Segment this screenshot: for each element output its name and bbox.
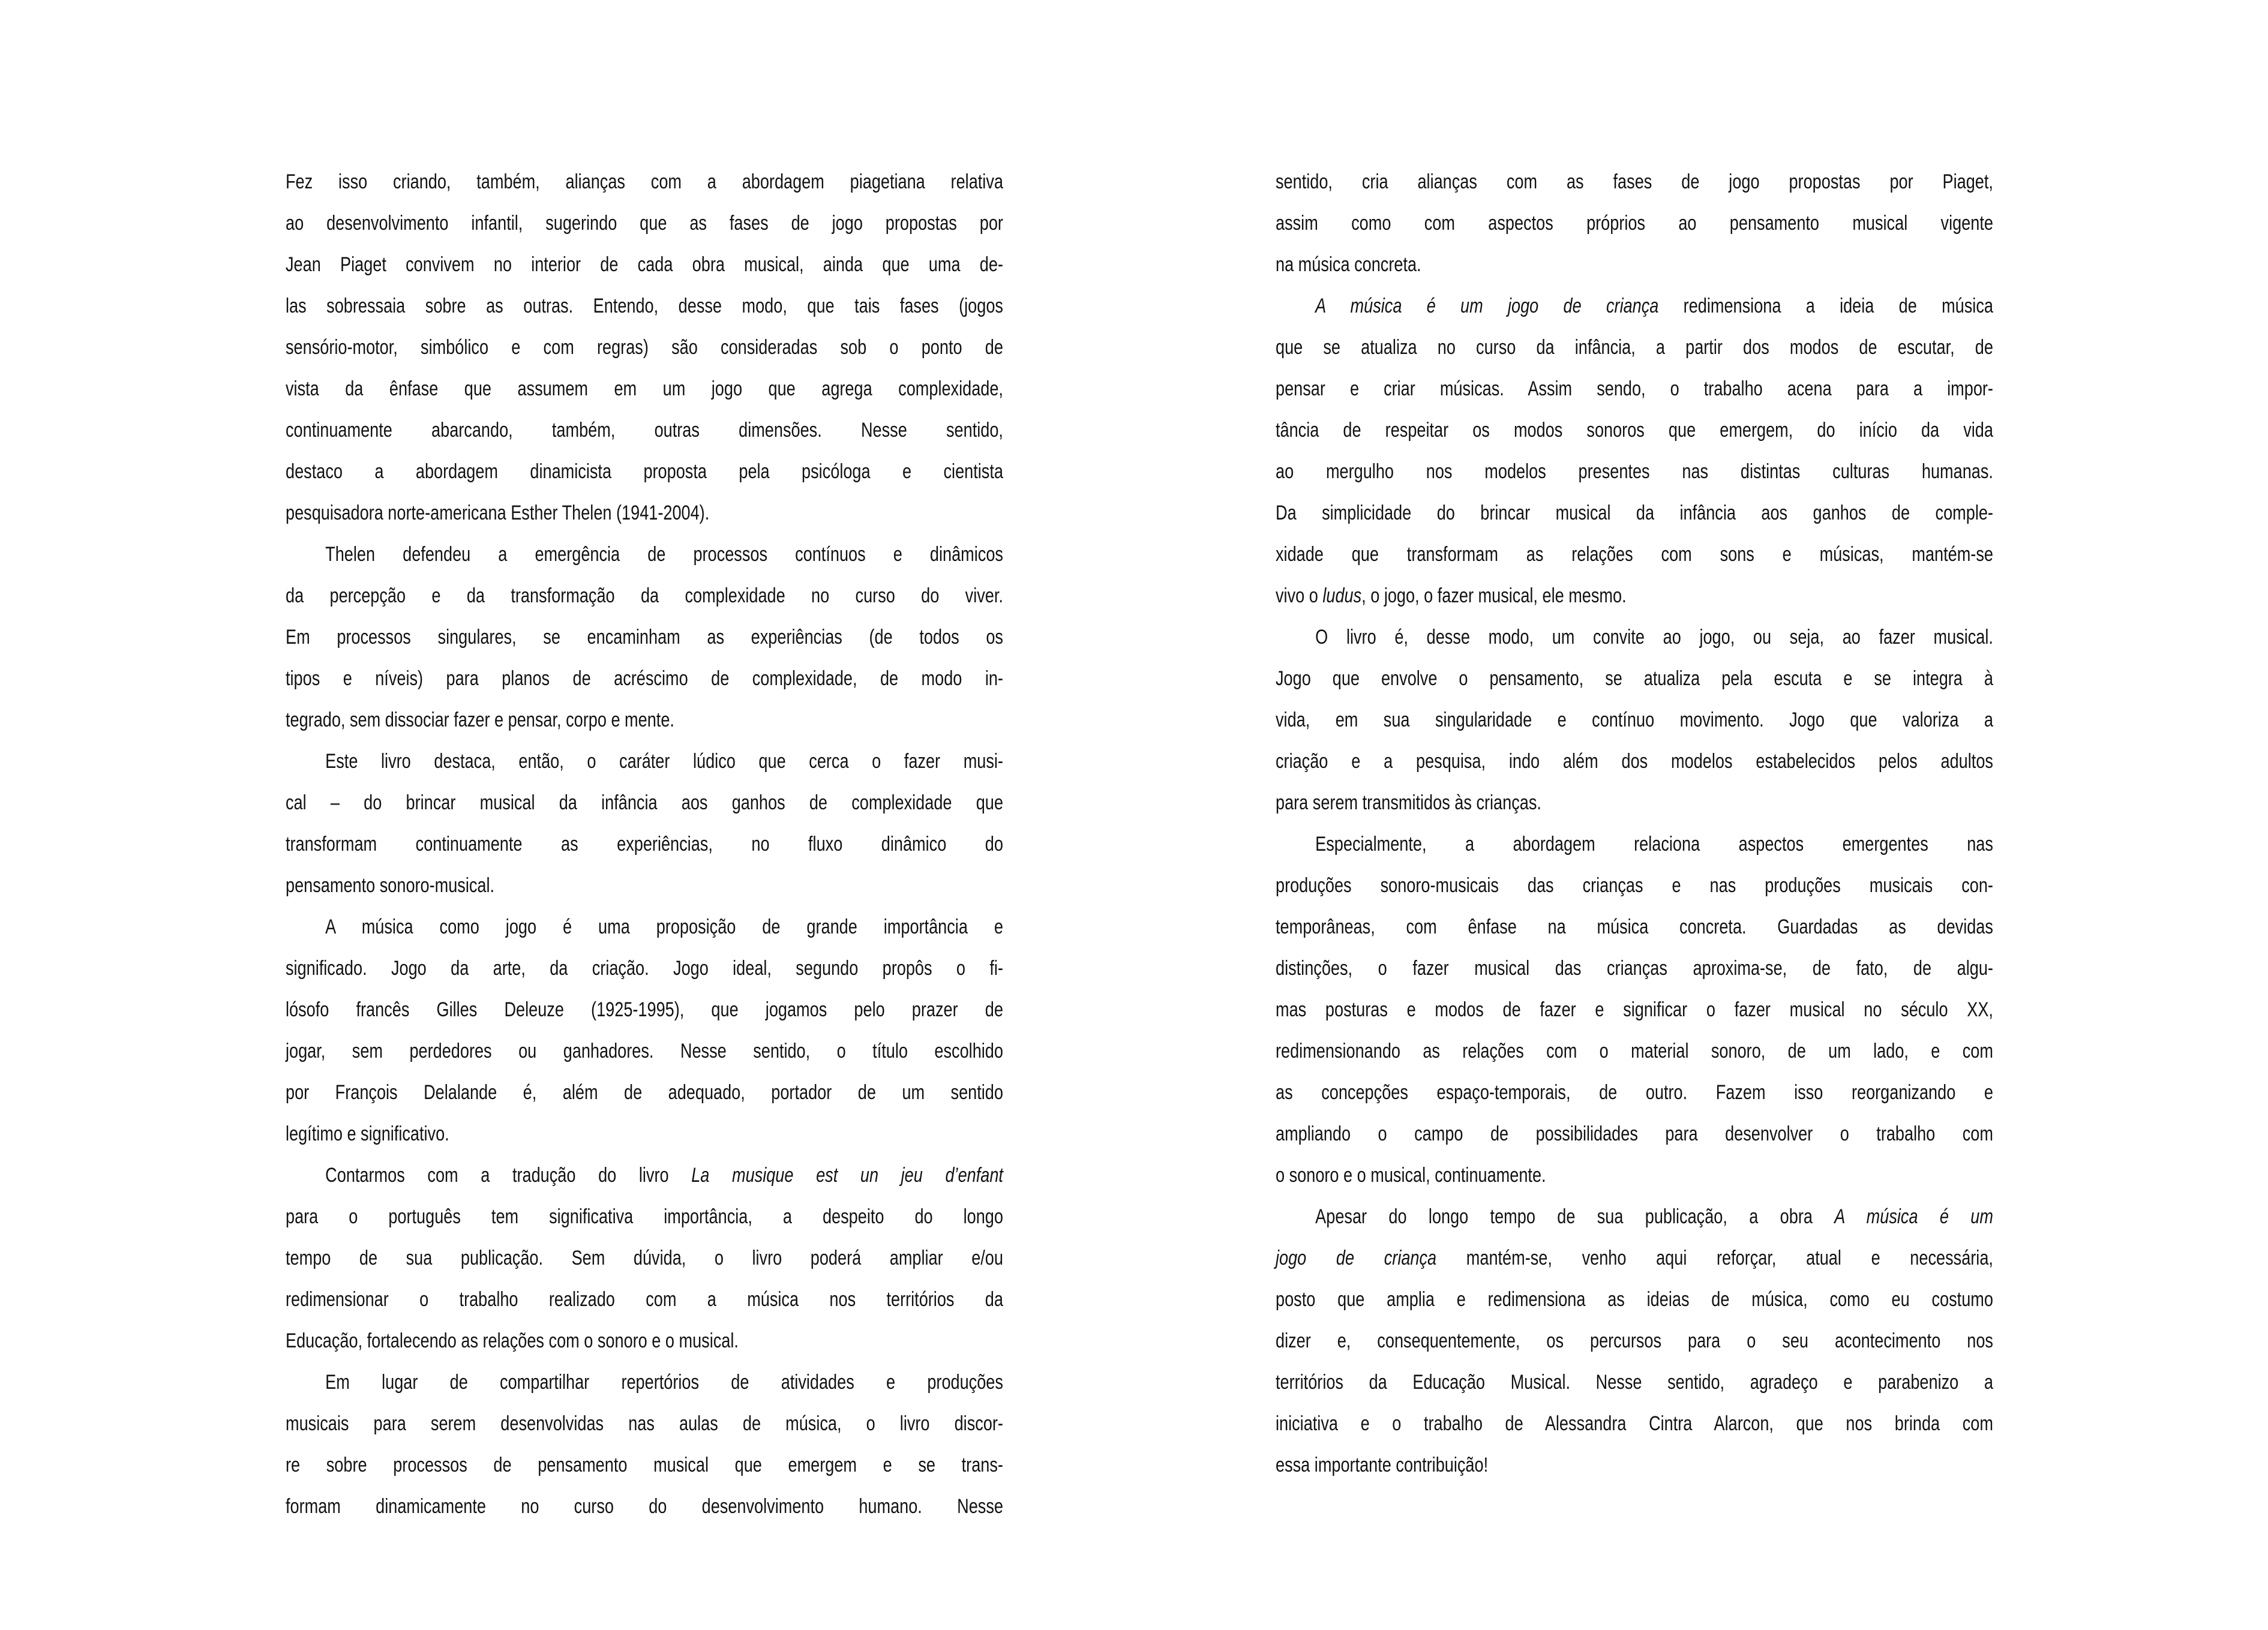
text-segment: territórios da Educação Musical. Nesse sentido, agradeço e parabenizo a bbox=[1276, 1371, 1993, 1394]
text-segment: mantém-se, venho aqui reforçar, atual e necessária, bbox=[1436, 1247, 1993, 1269]
right-page bbox=[1276, 161, 2176, 1486]
text-segment: cal – do brincar musical da infância aos ganhos de complexidade que bbox=[286, 791, 1003, 814]
text-segment: redimensionar o trabalho realizado com a música nos territórios da bbox=[286, 1288, 1003, 1311]
text-line bbox=[286, 451, 1003, 493]
text-line bbox=[1276, 948, 1993, 989]
text-line bbox=[286, 1072, 1003, 1113]
text-line bbox=[1276, 617, 1993, 658]
text-line bbox=[286, 368, 1003, 410]
text-line bbox=[286, 1031, 1003, 1072]
text-segment: sensório-motor, simbólico e com regras) são consideradas sob o ponto de bbox=[286, 336, 1003, 359]
italic-text-segment: ludus bbox=[1322, 584, 1362, 607]
text-segment: por François Delalande é, além de adequado, portador de um sentido bbox=[286, 1081, 1003, 1104]
text-segment: re sobre processos de pensamento musical que emergem e se trans- bbox=[286, 1454, 1003, 1476]
text-segment: Jean Piaget convivem no interior de cada obra musical, ainda que uma de- bbox=[286, 253, 1003, 276]
text-segment: Apesar do longo tempo de sua publicação, a obra bbox=[1315, 1205, 1835, 1228]
text-line bbox=[286, 575, 1003, 617]
text-segment: lósofo francês Gilles Deleuze (1925-1995), que jogamos pelo prazer de bbox=[286, 998, 1003, 1021]
text-segment: pensar e criar músicas. Assim sendo, o trabalho acena para a impor- bbox=[1276, 377, 1993, 400]
text-line bbox=[1276, 741, 1993, 782]
text-line bbox=[1276, 1320, 1993, 1362]
text-segment: para serem transmitidos às crianças. bbox=[1276, 791, 1541, 814]
text-line bbox=[1276, 1445, 1993, 1486]
text-line bbox=[1276, 1196, 1993, 1238]
text-segment: tempo de sua publicação. Sem dúvida, o livro poderá ampliar e/ou bbox=[286, 1247, 1003, 1269]
text-segment: o sonoro e o musical, continuamente. bbox=[1276, 1164, 1546, 1187]
text-line bbox=[286, 203, 1003, 244]
text-segment: O livro é, desse modo, um convite ao jogo, ou seja, ao fazer musical. bbox=[1315, 626, 1993, 649]
text-segment: significado. Jogo da arte, da criação. Jogo ideal, segundo propôs o fi- bbox=[286, 957, 1003, 980]
text-segment: , o jogo, o fazer musical, ele mesmo. bbox=[1361, 584, 1627, 607]
text-segment: musicais para serem desenvolvidas nas aulas de música, o livro discor- bbox=[286, 1412, 1003, 1435]
left-page bbox=[286, 161, 1186, 1527]
text-segment: Da simplicidade do brincar musical da infância aos ganhos de comple- bbox=[1276, 502, 1993, 524]
text-segment: Thelen defendeu a emergência de processos contínuos e dinâmicos bbox=[325, 543, 1003, 566]
text-line bbox=[286, 1320, 1003, 1362]
text-line bbox=[286, 1486, 1003, 1527]
text-segment: da percepção e da transformação da complexidade no curso do viver. bbox=[286, 584, 1003, 607]
text-line bbox=[286, 1196, 1003, 1238]
text-segment: Em processos singulares, se encaminham as experiências (de todos os bbox=[286, 626, 1003, 649]
text-segment: dizer e, consequentemente, os percursos para o seu acontecimento nos bbox=[1276, 1329, 1993, 1352]
text-line bbox=[286, 1445, 1003, 1486]
text-segment: Jogo que envolve o pensamento, se atualiza pela escuta e se integra à bbox=[1276, 667, 1993, 690]
text-segment: para o português tem significativa importância, a despeito do longo bbox=[286, 1205, 1003, 1228]
text-line bbox=[286, 327, 1003, 368]
text-line bbox=[1276, 1403, 1993, 1445]
text-line bbox=[1276, 161, 1993, 203]
text-segment: ao mergulho nos modelos presentes nas distintas culturas humanas. bbox=[1276, 460, 1993, 483]
text-line bbox=[286, 1238, 1003, 1279]
text-line bbox=[286, 1279, 1003, 1320]
text-line bbox=[1276, 203, 1993, 244]
text-segment: Educação, fortalecendo as relações com o sonoro e o musical. bbox=[286, 1329, 739, 1352]
text-line bbox=[286, 824, 1003, 865]
text-segment: pensamento sonoro-musical. bbox=[286, 874, 495, 897]
text-segment: vida, em sua singularidade e contínuo movimento. Jogo que valoriza a bbox=[1276, 709, 1993, 731]
text-segment: las sobressaia sobre as outras. Entendo, desse modo, que tais fases (jogos bbox=[286, 295, 1003, 317]
text-segment: sentido, cria alianças com as fases de jogo propostas por Piaget, bbox=[1276, 170, 1993, 193]
text-line bbox=[1276, 493, 1993, 534]
italic-text-segment: jogo de criança bbox=[1276, 1247, 1437, 1269]
text-segment: redimensiona a ideia de música bbox=[1658, 295, 1993, 317]
text-segment: formam dinamicamente no curso do desenvolvimento humano. Nesse bbox=[286, 1495, 1003, 1518]
text-line bbox=[286, 244, 1003, 286]
text-line bbox=[286, 1362, 1003, 1403]
text-segment: Este livro destaca, então, o caráter lúdico que cerca o fazer musi- bbox=[325, 750, 1003, 773]
text-line bbox=[1276, 1362, 1993, 1403]
text-line bbox=[1276, 1155, 1993, 1196]
text-line bbox=[1276, 368, 1993, 410]
text-line bbox=[1276, 451, 1993, 493]
text-line bbox=[286, 989, 1003, 1031]
text-line bbox=[286, 906, 1003, 948]
text-segment: continuamente abarcando, também, outras dimensões. Nesse sentido, bbox=[286, 419, 1003, 442]
text-segment: posto que amplia e redimensiona as ideias de música, como eu costumo bbox=[1276, 1288, 1993, 1311]
text-segment: assim como com aspectos próprios ao pensamento musical vigente bbox=[1276, 212, 1993, 235]
text-line bbox=[286, 700, 1003, 741]
text-line bbox=[286, 782, 1003, 824]
text-line bbox=[286, 658, 1003, 700]
text-line bbox=[286, 493, 1003, 534]
text-segment: tância de respeitar os modos sonoros que emergem, do início da vida bbox=[1276, 419, 1993, 442]
text-line bbox=[1276, 286, 1993, 327]
text-line bbox=[286, 1403, 1003, 1445]
text-segment: Contarmos com a tradução do livro bbox=[325, 1164, 692, 1187]
text-line bbox=[1276, 244, 1993, 286]
text-line bbox=[286, 948, 1003, 989]
text-segment: essa importante contribuição! bbox=[1276, 1454, 1489, 1476]
text-line bbox=[1276, 1113, 1993, 1155]
text-line bbox=[286, 865, 1003, 906]
text-segment: vivo o bbox=[1276, 584, 1323, 607]
text-line bbox=[286, 741, 1003, 782]
text-segment: Fez isso criando, também, alianças com a abordagem piagetiana relativa bbox=[286, 170, 1003, 193]
text-line bbox=[1276, 1072, 1993, 1113]
text-line bbox=[1276, 534, 1993, 575]
text-line bbox=[1276, 1031, 1993, 1072]
text-segment: redimensionando as relações com o material sonoro, de um lado, e com bbox=[1276, 1040, 1993, 1062]
text-segment: que se atualiza no curso da infância, a partir dos modos de escutar, de bbox=[1276, 336, 1993, 359]
text-line bbox=[1276, 1279, 1993, 1320]
text-segment: transformam continuamente as experiências, no fluxo dinâmico do bbox=[286, 833, 1003, 855]
italic-text-segment: A música é um jogo de criança bbox=[1315, 295, 1659, 317]
text-segment: Em lugar de compartilhar repertórios de atividades e produções bbox=[325, 1371, 1003, 1394]
text-segment: as concepções espaço-temporais, de outro. Fazem isso reorganizando e bbox=[1276, 1081, 1993, 1104]
text-line bbox=[1276, 575, 1993, 617]
text-line bbox=[1276, 410, 1993, 451]
text-segment: legítimo e significativo. bbox=[286, 1122, 449, 1145]
italic-text-segment: La musique est un jeu d’enfant bbox=[691, 1164, 1003, 1187]
text-segment: xidade que transformam as relações com sons e músicas, mantém-se bbox=[1276, 543, 1993, 566]
text-line bbox=[1276, 865, 1993, 906]
text-segment: pesquisadora norte-americana Esther Thelen (1941-2004). bbox=[286, 502, 710, 524]
text-line bbox=[1276, 1238, 1993, 1279]
text-segment: na música concreta. bbox=[1276, 253, 1421, 276]
text-line bbox=[1276, 658, 1993, 700]
text-segment: destaco a abordagem dinamicista proposta pela psicóloga e cientista bbox=[286, 460, 1003, 483]
text-segment: produções sonoro-musicais das crianças e nas produções musicais con- bbox=[1276, 874, 1993, 897]
text-line bbox=[286, 286, 1003, 327]
text-line bbox=[1276, 782, 1993, 824]
text-line bbox=[286, 617, 1003, 658]
text-line bbox=[1276, 906, 1993, 948]
text-segment: tegrado, sem dissociar fazer e pensar, corpo e mente. bbox=[286, 709, 674, 731]
text-segment: Especialmente, a abordagem relaciona aspectos emergentes nas bbox=[1315, 833, 1993, 855]
text-segment: tipos e níveis) para planos de acréscimo de complexidade, de modo in- bbox=[286, 667, 1003, 690]
text-line bbox=[1276, 989, 1993, 1031]
text-segment: A música como jogo é uma proposição de grande importância e bbox=[325, 915, 1003, 938]
text-segment: iniciativa e o trabalho de Alessandra Cintra Alarcon, que nos brinda com bbox=[1276, 1412, 1993, 1435]
text-line bbox=[1276, 327, 1993, 368]
text-segment: ao desenvolvimento infantil, sugerindo que as fases de jogo propostas por bbox=[286, 212, 1003, 235]
text-segment: vista da ênfase que assumem em um jogo que agrega complexidade, bbox=[286, 377, 1003, 400]
text-line bbox=[1276, 700, 1993, 741]
text-line bbox=[286, 161, 1003, 203]
text-line bbox=[1276, 824, 1993, 865]
text-segment: criação e a pesquisa, indo além dos modelos estabelecidos pelos adultos bbox=[1276, 750, 1993, 773]
text-line bbox=[286, 1113, 1003, 1155]
text-line bbox=[286, 1155, 1003, 1196]
italic-text-segment: A música é um bbox=[1834, 1205, 1993, 1228]
text-segment: temporâneas, com ênfase na música concreta. Guardadas as devidas bbox=[1276, 915, 1993, 938]
text-line bbox=[286, 534, 1003, 575]
text-segment: mas posturas e modos de fazer e significar o fazer musical no século XX, bbox=[1276, 998, 1993, 1021]
text-segment: distinções, o fazer musical das crianças aproxima-se, de fato, de algu- bbox=[1276, 957, 1993, 980]
text-line bbox=[286, 410, 1003, 451]
text-segment: ampliando o campo de possibilidades para desenvolver o trabalho com bbox=[1276, 1122, 1993, 1145]
text-segment: jogar, sem perdedores ou ganhadores. Nesse sentido, o título escolhido bbox=[286, 1040, 1003, 1062]
